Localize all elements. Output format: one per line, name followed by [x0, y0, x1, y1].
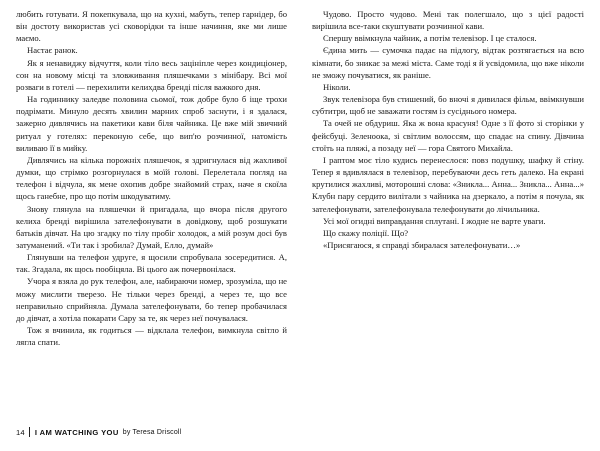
paragraph: Єдина мить — сумочка падає на підлогу, відтак розтягається на всю кімнати, бо зникає за межі міста. Саме тоді я й усвідомила, що вже ніколи не зможу почуватися, як раніше. — [312, 45, 584, 80]
paragraph: І раптом моє тіло кудись перенеслося: повз подушку, шафку й стіну. Тепер я вдивлялася в телевізор, перебуваючи десь геть далеко. На екрані крутилися жахливі, моторошні слова: «Зникла... Анна... Зникла... Анна...» Клубн пару сердито вилітали з чайника на дзеркало, а потім я почула, як зателефонувати, зателефонувала телефонувати до лічильника. — [312, 154, 584, 214]
paragraph: Настає ранок. — [27, 45, 78, 56]
running-author: by Teresa Driscoll — [122, 428, 182, 436]
running-book-title: I AM WATCHING YOU — [34, 427, 119, 437]
paragraph: Як я ненавиджу відчуття, коли тіло весь зацініпле через кондиціонер, сон на новому місці та зловживання пляшечками з мінібару. Всі мої розваги в готелі — перехилити келихдва бренді після важкого дня. — [16, 57, 287, 92]
paragraph: Ніколи. — [323, 81, 351, 92]
paragraph: Учора я взяла до рук телефон, але, набираючи номер, зрозуміла, що не можу мислити тверезо. Не тільки через бренді, а через те, що все неправильно сприйняла. Думала зателефонувати, бо тепер пробачилася до дівчат, а хотіла покарати Сару за те, як через неї почувалася. — [16, 276, 287, 323]
paragraph: любить готувати. Я покепкувала, що на кухні, мабуть, тепер гарнідер, бо він достоту використав усі сковорідки та інше начиння, яке ми лише маємо. — [16, 9, 287, 44]
right-text-column — [312, 8, 584, 251]
paragraph: На годиннику заледве половина сьомої, тож добре було б іще трохи подрімати. Минуло десять хвилин марних спроб заснути, і я здалася, зажерно дивлячись на пакетики кави біля чайника. Це вже мій звичний ритуал у готелях: переконую себе, що вип'ю розчинної, натомість виливаю її в мийку. — [16, 94, 287, 153]
paragraph: Глянувши на телефон удруге, я щосили спробувала зосередитися. А, так. Згадала, як щось пообіцяла. Ві цього аж почервонілася. — [16, 252, 287, 275]
page-number: 14 — [16, 427, 25, 437]
paragraph: Усі мої огидні виправдання сплутані. І жодне не варте уваги. — [323, 215, 546, 226]
paragraph: Спершу ввімкнула чайник, а потім телевізор. І це сталося. — [323, 33, 537, 44]
paragraph: Що скажу поліції. Що? — [323, 227, 409, 238]
footer-divider — [29, 427, 30, 437]
paragraph: Звук телевізора був стишений, бо вночі я дивилася фільм, ввімкнувши субтитри, щоб не заважати гостям із сусіднього номера. — [312, 94, 584, 117]
paragraph: Знову глянула на пляшечки й пригадала, що вчора після другого келиха бренді вирішила зателефонувати в довідкову, щоб розшукати батьків дівчат. На цю згадку по тілу пробіг холодок, а мій розум досі був затуманений. «Ти так і зробила? Думай, Елло, думай» — [16, 203, 287, 250]
paragraph: Чудово. Просто чудово. Мені так полегшало, що з цієї радості вирішила все-таки скуштувати розчинної кави. — [312, 9, 584, 32]
paragraph: «Присягаюся, я справді збиралася зателефонувати…» — [323, 239, 521, 250]
paragraph: Тож я вчинила, як годиться — відклала телефон, вимкнула світло й лягла спати. — [16, 325, 287, 348]
paragraph: Та очей не обдуриш. Яка ж вона красуня! Одне з її фото зі сторінки у фейсбуці. Зеленоока, зі світлим волоссям, що спадає на спину. Дівчина стоїть на пляжі, а позаду неї — гора Святого Михайла. — [312, 118, 584, 153]
paragraph: Дивлячись на кілька порожніх пляшечок, я здригнулася від жахливої думки, що стрімко розгорнулася в моїй голові. Перелетала погляд на телефон і відчула, як мене охопив добре знайомий страх, наче я скоїла щось ганебне, про що потім шкодуватиму. — [16, 154, 287, 202]
page-footer — [16, 425, 181, 439]
left-text-column — [16, 8, 287, 348]
